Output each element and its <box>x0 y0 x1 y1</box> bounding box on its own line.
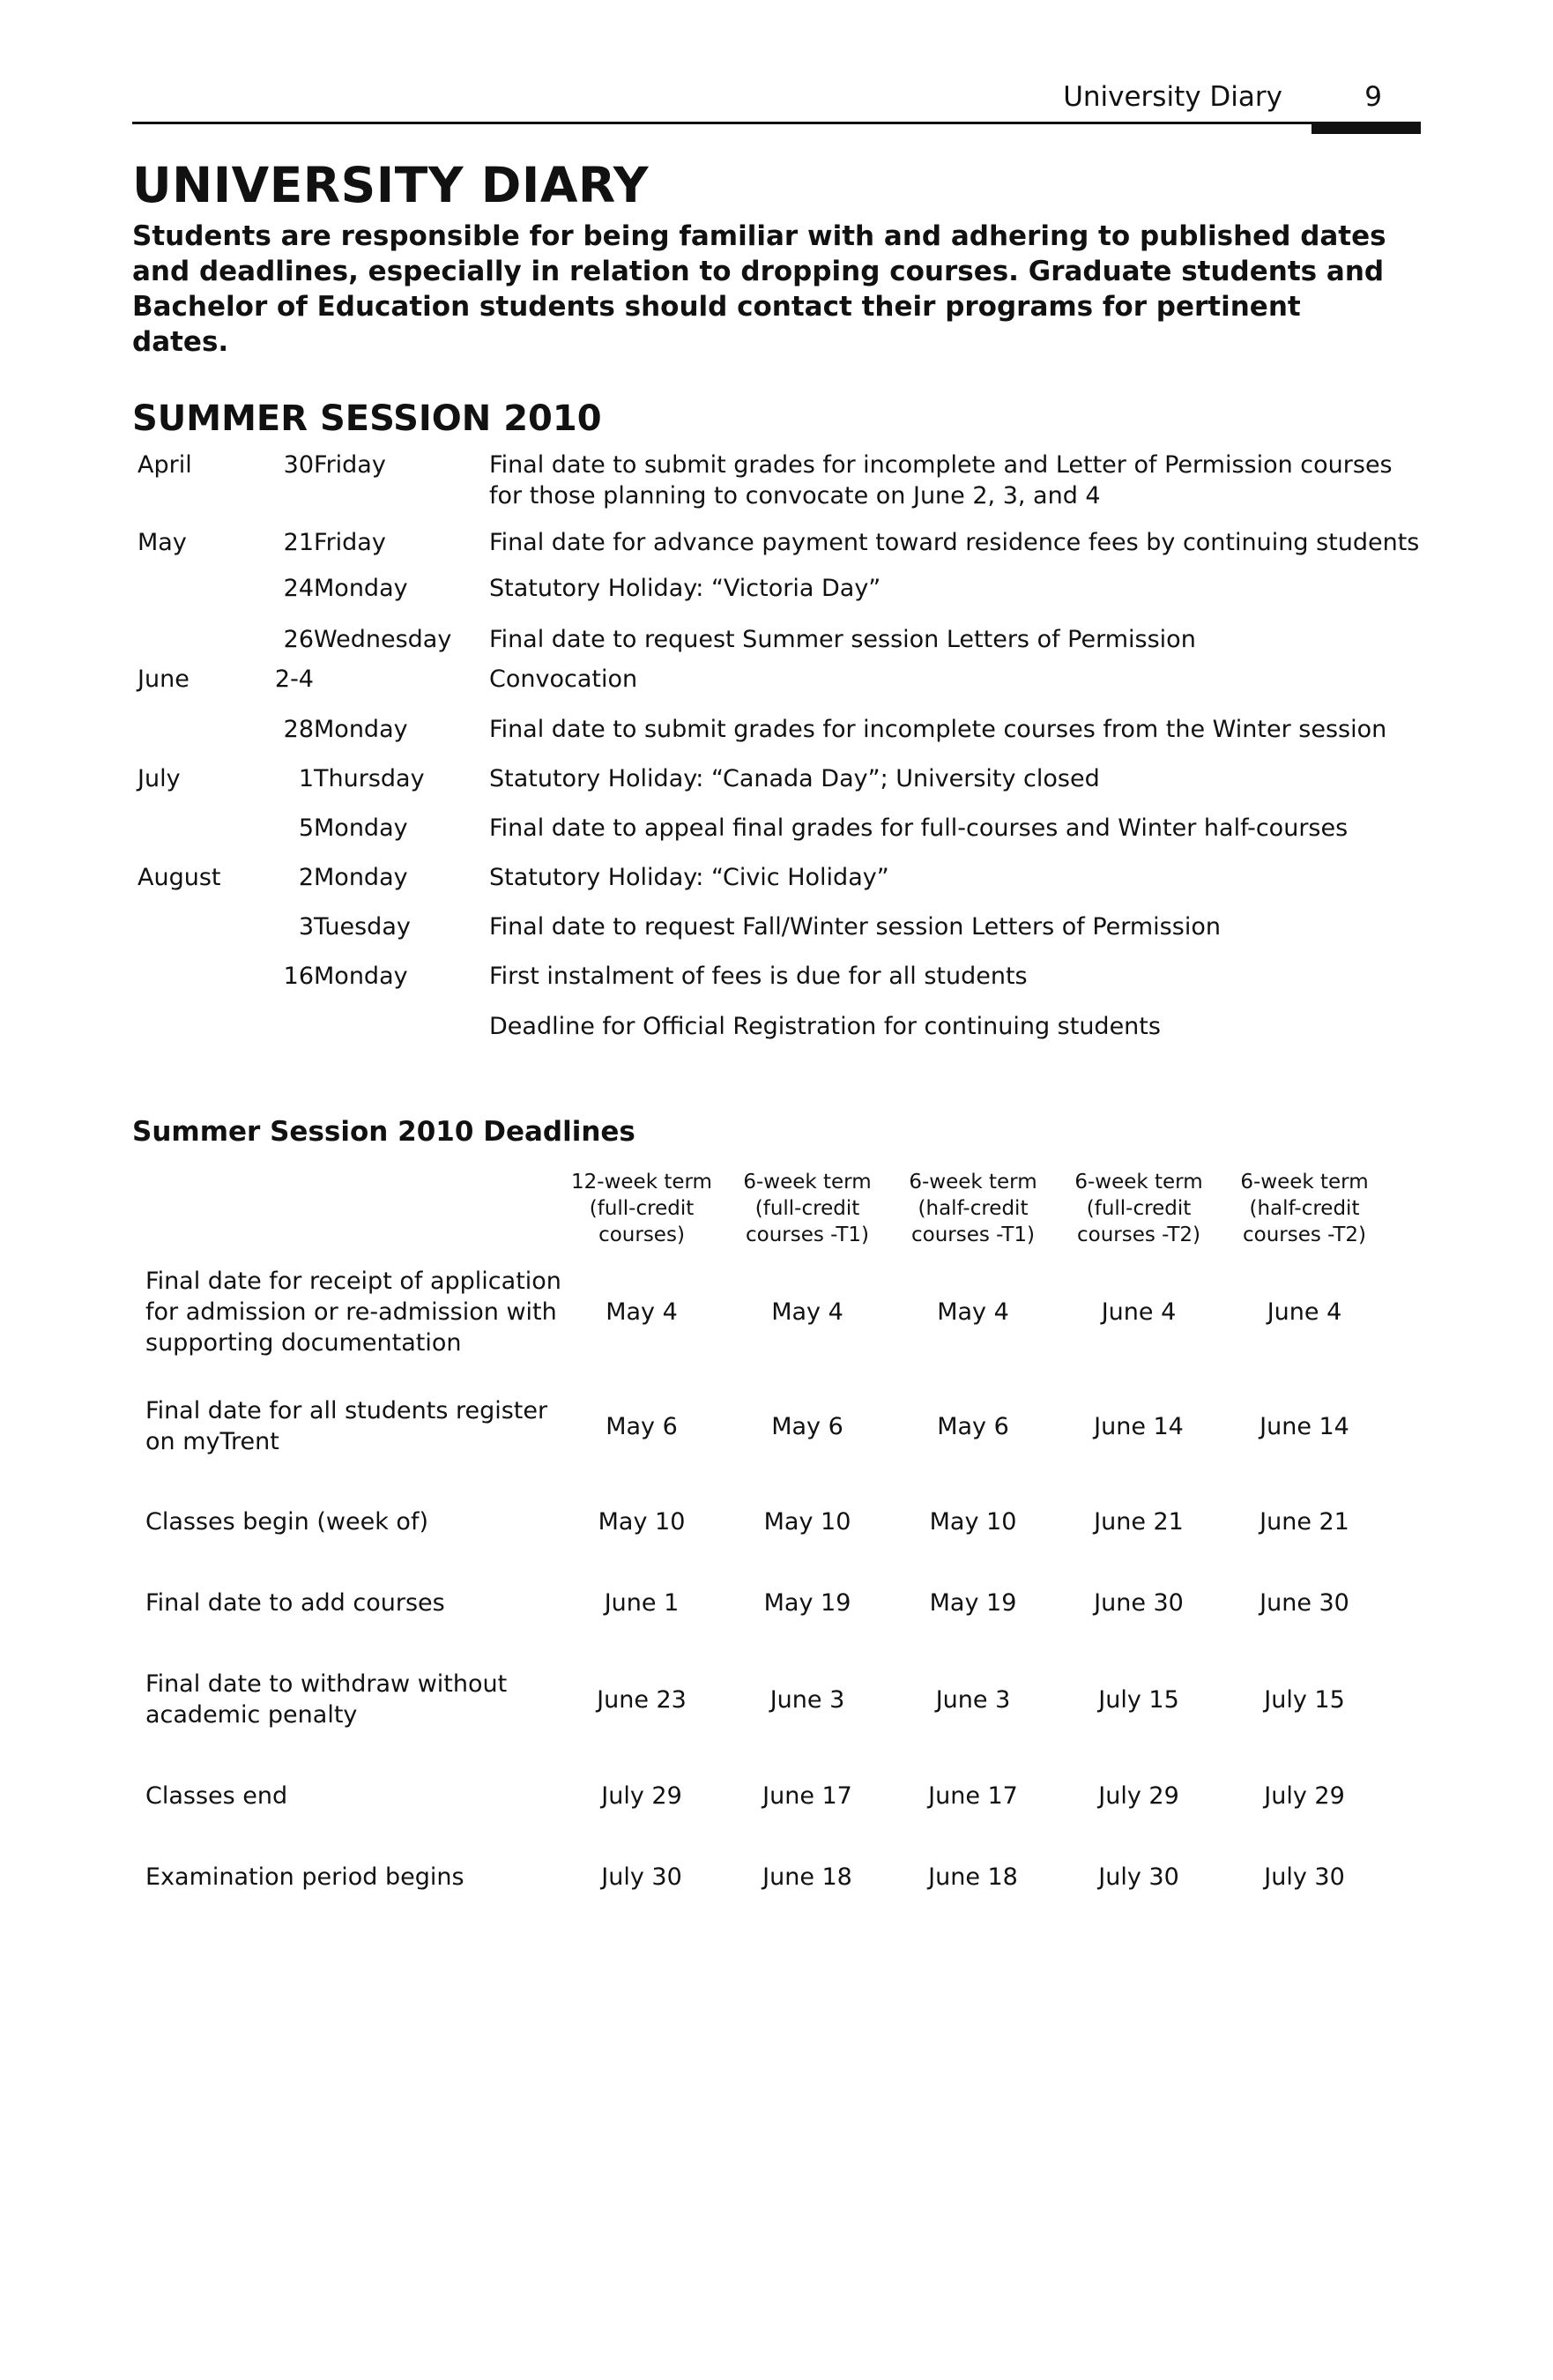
deadline-label-line: Final date for receipt of application <box>145 1267 561 1295</box>
running-title: University Diary <box>1063 81 1282 113</box>
event-day: 16 <box>283 963 314 990</box>
event-day: 5 <box>298 814 314 842</box>
intro-paragraph: Students are responsible for being familiar with and adhering to published dates and deadlines, especially in relation to dropping courses. Graduate students and Bachelor of Education students should contact their programs for pertinent dates. <box>132 220 1386 358</box>
deadline-value: June 3 <box>935 1685 1011 1714</box>
deadline-value: May 6 <box>606 1412 678 1440</box>
deadline-value: June 30 <box>1259 1588 1349 1617</box>
deadline-value: July 30 <box>601 1863 682 1891</box>
event-day: 2 <box>298 864 314 891</box>
deadline-value: June 18 <box>762 1863 852 1891</box>
event-weekday: Monday <box>314 864 408 891</box>
deadline-label-line: for admission or re-admission with <box>145 1298 557 1326</box>
deadline-value: June 17 <box>928 1781 1018 1810</box>
deadline-value: May 10 <box>598 1507 686 1536</box>
deadline-value: May 10 <box>929 1507 1017 1536</box>
column-header <box>559 1169 724 1248</box>
event-weekday: Friday <box>314 451 386 479</box>
deadline-label <box>145 1266 604 1358</box>
deadline-value: June 21 <box>1259 1507 1349 1536</box>
column-header <box>1056 1169 1222 1248</box>
deadline-value: June 3 <box>769 1685 845 1714</box>
deadline-label-line: supporting documentation <box>145 1328 462 1357</box>
deadline-label-line: Final date to withdraw without <box>145 1670 508 1698</box>
deadline-value: May 10 <box>763 1507 851 1536</box>
event-text: First instalment of fees is due for all students <box>489 963 1028 990</box>
deadline-value: June 21 <box>1094 1507 1184 1536</box>
deadline-label-line: Classes begin (week of) <box>145 1507 428 1536</box>
column-header <box>724 1169 890 1248</box>
deadline-label <box>145 1588 604 1618</box>
deadlines-heading: Summer Session 2010 Deadlines <box>132 1116 635 1148</box>
event-weekday: Friday <box>314 529 386 556</box>
event-text: Final date for advance payment toward residence fees by continuing students <box>489 529 1420 556</box>
deadline-value: May 19 <box>929 1588 1017 1617</box>
event-text: Statutory Holiday: “Civic Holiday” <box>489 864 889 891</box>
deadline-value: July 15 <box>1264 1685 1345 1714</box>
column-header-line: 6-week term <box>1074 1171 1203 1194</box>
deadline-value: July 30 <box>1264 1863 1345 1891</box>
column-header-line: courses -T1) <box>745 1223 870 1246</box>
deadline-label-line: on myTrent <box>145 1428 279 1455</box>
deadline-value: May 4 <box>771 1298 843 1326</box>
column-header-line: (full-credit <box>754 1197 860 1220</box>
column-header-line: 12-week term <box>571 1171 712 1194</box>
column-header <box>1222 1169 1387 1248</box>
column-header-line: 6-week term <box>743 1171 872 1194</box>
deadline-label <box>145 1862 604 1893</box>
column-header-line: (half-credit <box>918 1197 1029 1220</box>
event-day: 26 <box>283 626 314 653</box>
column-header <box>890 1169 1056 1248</box>
event-text: Statutory Holiday: “Victoria Day” <box>489 575 881 602</box>
summer-session-heading: SUMMER SESSION 2010 <box>132 398 602 439</box>
event-text: Deadline for Official Registration for continuing students <box>489 1013 1161 1040</box>
deadline-label <box>145 1506 604 1537</box>
event-text: Statutory Holiday: “Canada Day”; University closed <box>489 765 1100 792</box>
deadline-label-line: Examination period begins <box>145 1863 464 1891</box>
deadline-value: July 15 <box>1098 1685 1179 1714</box>
column-header-line: 6-week term <box>1240 1171 1369 1194</box>
deadline-value: June 30 <box>1094 1588 1184 1617</box>
event-day: 21 <box>283 529 314 556</box>
column-header-line: (full-credit <box>589 1197 695 1220</box>
event-text: Final date to submit grades for incomplete courses from the Winter session <box>489 716 1387 743</box>
deadline-value: June 14 <box>1259 1412 1349 1440</box>
event-weekday: Wednesday <box>314 626 452 653</box>
event-day: 2-4 <box>274 666 314 693</box>
deadline-value: June 14 <box>1094 1412 1184 1440</box>
deadline-value: June 18 <box>928 1863 1018 1891</box>
event-month: August <box>137 864 221 891</box>
event-text: Final date to request Fall/Winter session Letters of Permission <box>489 913 1221 941</box>
column-header-line: courses) <box>598 1223 685 1246</box>
deadline-label <box>145 1395 604 1457</box>
event-weekday: Thursday <box>314 765 425 792</box>
deadline-value: July 29 <box>1098 1781 1179 1810</box>
deadline-value: May 19 <box>763 1588 851 1617</box>
deadline-value: May 6 <box>937 1412 1009 1440</box>
deadline-value: June 4 <box>1267 1298 1342 1326</box>
deadline-label-line: Classes end <box>145 1781 288 1810</box>
deadline-value: June 17 <box>762 1781 852 1810</box>
event-text: Final date to submit grades for incomplete and Letter of Permission courses for those planning to convocate on June 2, 3, and 4 <box>489 451 1393 509</box>
column-header-line: (half-credit <box>1249 1197 1360 1220</box>
column-header-line: courses -T1) <box>910 1223 1036 1246</box>
page-title: UNIVERSITY DIARY <box>132 157 650 213</box>
event-month: May <box>137 529 187 556</box>
event-text: Final date to request Summer session Letters of Permission <box>489 626 1196 653</box>
column-header-line: 6-week term <box>909 1171 1037 1194</box>
event-day: 1 <box>298 765 314 792</box>
deadline-label-line: Final date for all students register <box>145 1397 548 1424</box>
deadline-value: May 6 <box>771 1412 843 1440</box>
column-header-line: courses -T2) <box>1242 1223 1367 1246</box>
page-tab-bar <box>1312 122 1421 134</box>
deadline-label-line: academic penalty <box>145 1701 358 1729</box>
event-weekday: Monday <box>314 575 408 602</box>
deadline-value: June 4 <box>1101 1298 1177 1326</box>
event-weekday: Monday <box>314 814 408 842</box>
deadline-label <box>145 1669 604 1730</box>
event-month: April <box>137 451 192 479</box>
event-month: June <box>137 666 189 693</box>
deadline-value: July 29 <box>601 1781 682 1810</box>
page-number: 9 <box>1364 81 1382 113</box>
event-day: 30 <box>283 451 314 479</box>
column-header-line: (full-credit <box>1086 1197 1192 1220</box>
event-text: Convocation <box>489 666 638 693</box>
event-weekday: Monday <box>314 963 408 990</box>
event-text: Final date to appeal final grades for full-courses and Winter half-courses <box>489 814 1349 842</box>
deadline-value: July 29 <box>1264 1781 1345 1810</box>
deadline-value: June 1 <box>604 1588 680 1617</box>
deadline-label <box>145 1781 604 1811</box>
event-weekday: Tuesday <box>314 913 411 941</box>
deadline-value: May 4 <box>606 1298 678 1326</box>
column-header-line: courses -T2) <box>1076 1223 1201 1246</box>
deadline-label-line: Final date to add courses <box>145 1588 445 1617</box>
deadline-value: May 4 <box>937 1298 1009 1326</box>
event-day: 3 <box>298 913 314 941</box>
event-weekday: Monday <box>314 716 408 743</box>
event-month: July <box>137 765 181 792</box>
running-header <box>132 78 1419 124</box>
event-day: 28 <box>283 716 314 743</box>
event-day: 24 <box>283 575 314 602</box>
deadline-value: June 23 <box>597 1685 687 1714</box>
deadline-value: July 30 <box>1098 1863 1179 1891</box>
